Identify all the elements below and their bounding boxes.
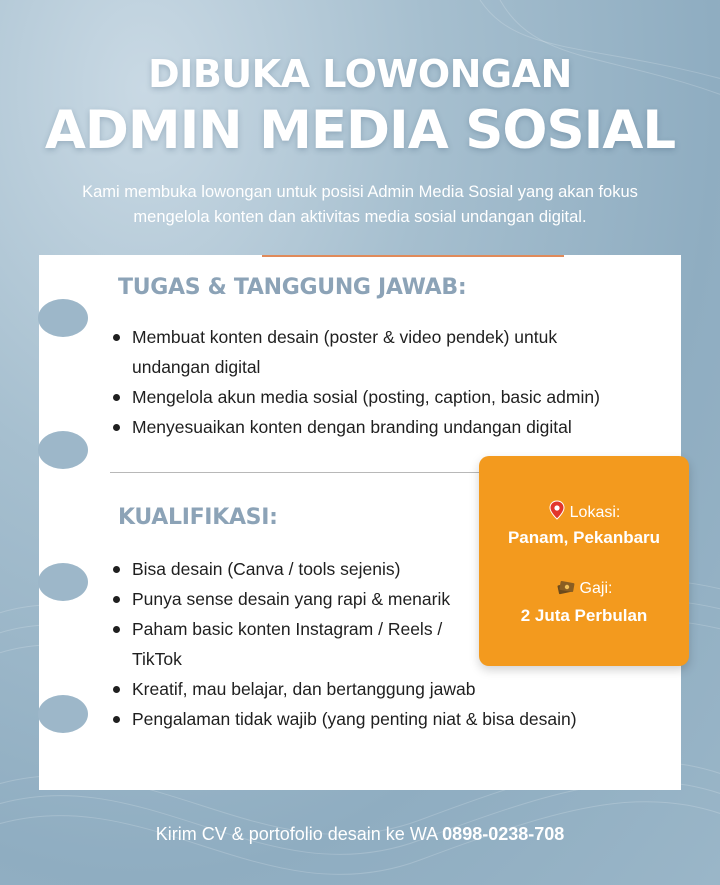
money-icon (556, 578, 576, 596)
intro-text: Kami membuka lowongan untuk posisi Admin Media Sosial yang akan fokus mengelola konten dan aktivitas media sosial undangan digital. (82, 183, 638, 226)
section-title-tugas: TUGAS & TANGGUNG JAWAB: (118, 275, 467, 300)
map-pin-icon (548, 500, 566, 520)
location-label-row (479, 500, 689, 522)
list-item: Menyesuaikan konten dengan branding undangan digital (110, 412, 630, 442)
contact-footer (0, 824, 720, 845)
section-title-kualifikasi: KUALIFIKASI: (118, 505, 278, 530)
binder-hole (38, 563, 88, 601)
binder-hole (38, 695, 88, 733)
tugas-list (110, 322, 630, 442)
salary-label-row (479, 578, 689, 598)
salary-value: 2 Juta Perbulan (520, 606, 648, 625)
list-item: Membuat konten desain (poster & video pendek) untuk undangan digital (110, 322, 630, 382)
list-item: Kreatif, mau belajar, dan bertanggung jawab (110, 674, 630, 704)
list-item: Punya sense desain yang rapi & menarik (110, 584, 470, 614)
job-info-box (479, 456, 689, 666)
headline-primary: DIBUKA LOWONGAN (148, 52, 572, 96)
list-item: Mengelola akun media sosial (posting, caption, basic admin) (110, 382, 630, 412)
section-divider (110, 472, 490, 473)
list-item: Paham basic konten Instagram / Reels / TikTok (110, 614, 470, 674)
salary-label: Gaji: (579, 580, 613, 597)
card-accent-line (262, 255, 564, 257)
location-label: Lokasi: (569, 504, 621, 521)
location-value: Panam, Pekanbaru (507, 528, 661, 547)
list-item: Pengalaman tidak wajib (yang penting niat & bisa desain) (110, 704, 630, 734)
list-item: Bisa desain (Canva / tools sejenis) (110, 554, 470, 584)
headline-title: ADMIN MEDIA SOSIAL (44, 100, 676, 161)
binder-hole (38, 299, 88, 337)
footer-text: Kirim CV & portofolio desain ke WA (155, 824, 438, 844)
whatsapp-number[interactable]: 0898-0238-708 (442, 824, 565, 844)
binder-hole (38, 431, 88, 469)
